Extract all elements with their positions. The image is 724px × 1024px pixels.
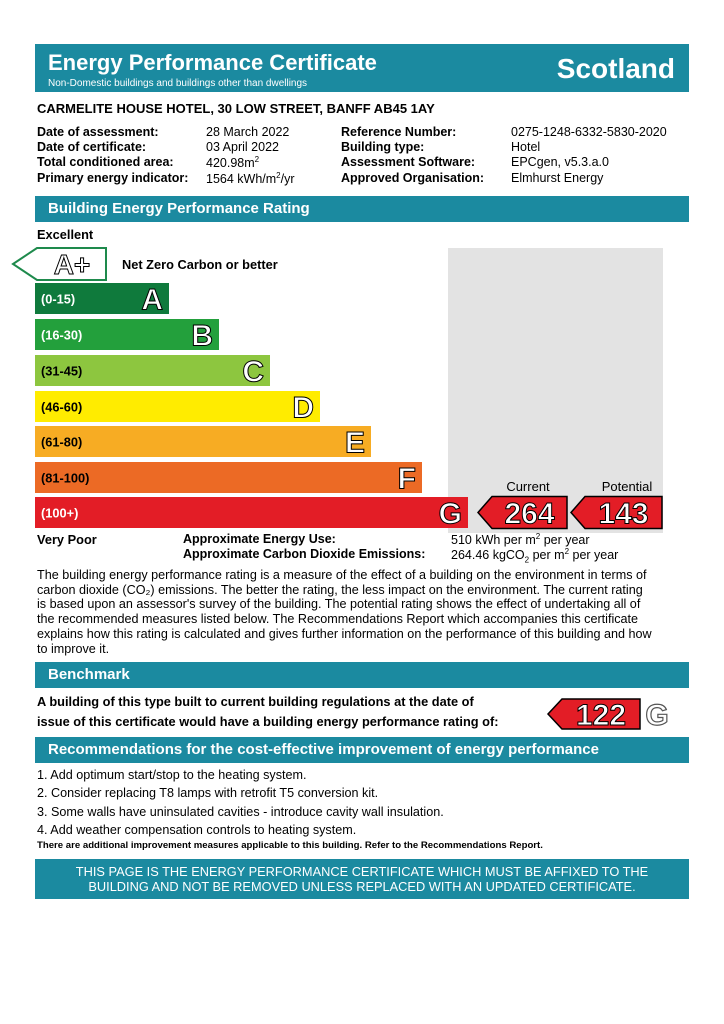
description-line: The building energy performance rating is a measure of the effect of a building on the environment in terms of xyxy=(37,568,647,582)
band-bar-f xyxy=(35,462,422,493)
building-address: CARMELITE HOUSE HOTEL, 30 LOW STREET, BANFF AB45 1AY xyxy=(37,101,435,116)
reference-label: Reference Number: xyxy=(341,125,457,139)
benchmark-rating-value: 122 xyxy=(575,699,627,732)
band-letter: A+ xyxy=(53,249,91,280)
recommendation-item: 2. Consider replacing T8 lamps with retrofit T5 conversion kit. xyxy=(37,786,379,800)
co2-value xyxy=(451,547,618,565)
building-type-label: Building type: xyxy=(341,140,425,154)
benchmark-heading-text: Benchmark xyxy=(48,666,130,683)
description-line: carbon dioxide (CO₂) emissions. The better the rating, the less impact on the environment. The current rating xyxy=(37,582,643,597)
band-letter: D xyxy=(292,391,314,425)
band-letter: F xyxy=(397,462,416,496)
area-number: 420.98m xyxy=(206,156,255,171)
current-label: Current xyxy=(506,479,550,494)
organisation-value: Elmhurst Energy xyxy=(511,171,604,185)
co2-suffix: per year xyxy=(569,548,619,563)
band-range: (61-80) xyxy=(41,434,83,450)
software-label: Assessment Software: xyxy=(341,155,476,169)
energy-use-sup: 2 xyxy=(535,532,541,541)
energy-use-number: 510 kWh per m xyxy=(451,533,536,548)
reference-value: 0275-1248-6332-5830-2020 xyxy=(511,125,667,139)
excellent-label: Excellent xyxy=(37,227,94,242)
co2-sup: 2 xyxy=(564,547,570,556)
energy-use-label: Approximate Energy Use: xyxy=(183,532,336,546)
footer-line1: THIS PAGE IS THE ENERGY PERFORMANCE CERTIFICATE WHICH MUST BE AFFIXED TO THE xyxy=(75,864,649,879)
description-line: the recommended measures listed below. The Recommendations Report which accompanies this certificate xyxy=(37,612,639,627)
certificate-subtitle: Non-Domestic buildings and buildings other than dwellings xyxy=(48,78,308,89)
rating-heading-text: Building Energy Performance Rating xyxy=(48,200,310,217)
benchmark-text-line1: A building of this type built to current building regulations at the date of xyxy=(37,694,474,709)
recommendation-item: 1. Add optimum start/stop to the heating system. xyxy=(37,768,307,782)
band-range: (81-100) xyxy=(41,470,90,486)
country-label: Scotland xyxy=(556,53,675,84)
benchmark-band-letter: G xyxy=(645,699,669,732)
co2-label: Approximate Carbon Dioxide Emissions: xyxy=(183,547,426,561)
footer-text xyxy=(35,865,689,894)
band-range: (0-15) xyxy=(41,291,76,307)
description-line: explains how this rating is calculated and gives further information on the performance of this building and how xyxy=(37,626,652,641)
date-certificate-value: 03 April 2022 xyxy=(206,140,279,154)
area-unit-sup: 2 xyxy=(254,155,260,164)
recommendations-note: There are additional improvement measures applicable to this building. Refer to the Recommendations Report. xyxy=(37,840,543,851)
primary-energy-number: 1564 kWh/m xyxy=(206,172,277,187)
potential-label: Potential xyxy=(601,479,653,494)
description-line: is based upon an assessor's survey of the building. The potential rating shows the effect of undertaking all of xyxy=(37,597,641,612)
band-range: (100+) xyxy=(41,505,79,521)
recommendations-heading-text: Recommendations for the cost-effective improvement of energy performance xyxy=(48,741,599,758)
band-letter: B xyxy=(191,319,213,353)
energy-use-suffix: per year xyxy=(540,533,590,548)
primary-energy-suffix: /yr xyxy=(280,172,295,187)
band-range: (31-45) xyxy=(41,363,83,379)
rating-description xyxy=(37,568,692,656)
very-poor-label: Very Poor xyxy=(37,532,97,547)
co2-mid: per m xyxy=(529,548,565,563)
building-type-value: Hotel xyxy=(511,140,541,154)
energy-use-value xyxy=(451,532,590,547)
organisation-label: Approved Organisation: xyxy=(341,171,485,185)
date-assessment-value: 28 March 2022 xyxy=(206,125,290,139)
band-letter: G xyxy=(438,497,462,531)
recommendations-heading xyxy=(35,737,689,763)
recommendation-item: 4. Add weather compensation controls to heating system. xyxy=(37,823,357,837)
certificate-footer xyxy=(35,859,689,899)
description-line: to improve it. xyxy=(37,641,110,656)
date-certificate-label: Date of certificate: xyxy=(37,140,147,154)
software-value: EPCgen, v5.3.a.0 xyxy=(511,155,609,169)
current-rating-value: 264 xyxy=(504,497,555,531)
benchmark-text-line2: issue of this certificate would have a building energy performance rating of: xyxy=(37,714,499,729)
net-zero-label: Net Zero Carbon or better xyxy=(122,257,278,272)
band-bar-g xyxy=(35,497,468,528)
benchmark-heading xyxy=(35,662,689,688)
band-letter: A xyxy=(141,283,163,317)
area-label: Total conditioned area: xyxy=(37,155,174,169)
certificate-title: Energy Performance Certificate xyxy=(48,50,377,75)
date-assessment-label: Date of assessment: xyxy=(37,125,159,139)
primary-energy-label: Primary energy indicator: xyxy=(37,171,189,185)
potential-rating-value: 143 xyxy=(598,497,649,531)
band-bar-e xyxy=(35,426,371,457)
footer-line2: BUILDING AND NOT BE REMOVED UNLESS REPLACED WITH AN UPDATED CERTIFICATE. xyxy=(88,878,636,894)
recommendation-item: 3. Some walls have uninsulated cavities - introduce cavity wall insulation. xyxy=(37,805,444,819)
co2-sub: 2 xyxy=(524,555,530,565)
band-range: (46-60) xyxy=(41,399,83,415)
primary-energy-sup: 2 xyxy=(276,171,281,180)
band-letter: C xyxy=(242,355,264,389)
band-range: (16-30) xyxy=(41,327,83,343)
band-letter: E xyxy=(344,426,365,460)
co2-number: 264.46 kgCO xyxy=(451,548,525,563)
